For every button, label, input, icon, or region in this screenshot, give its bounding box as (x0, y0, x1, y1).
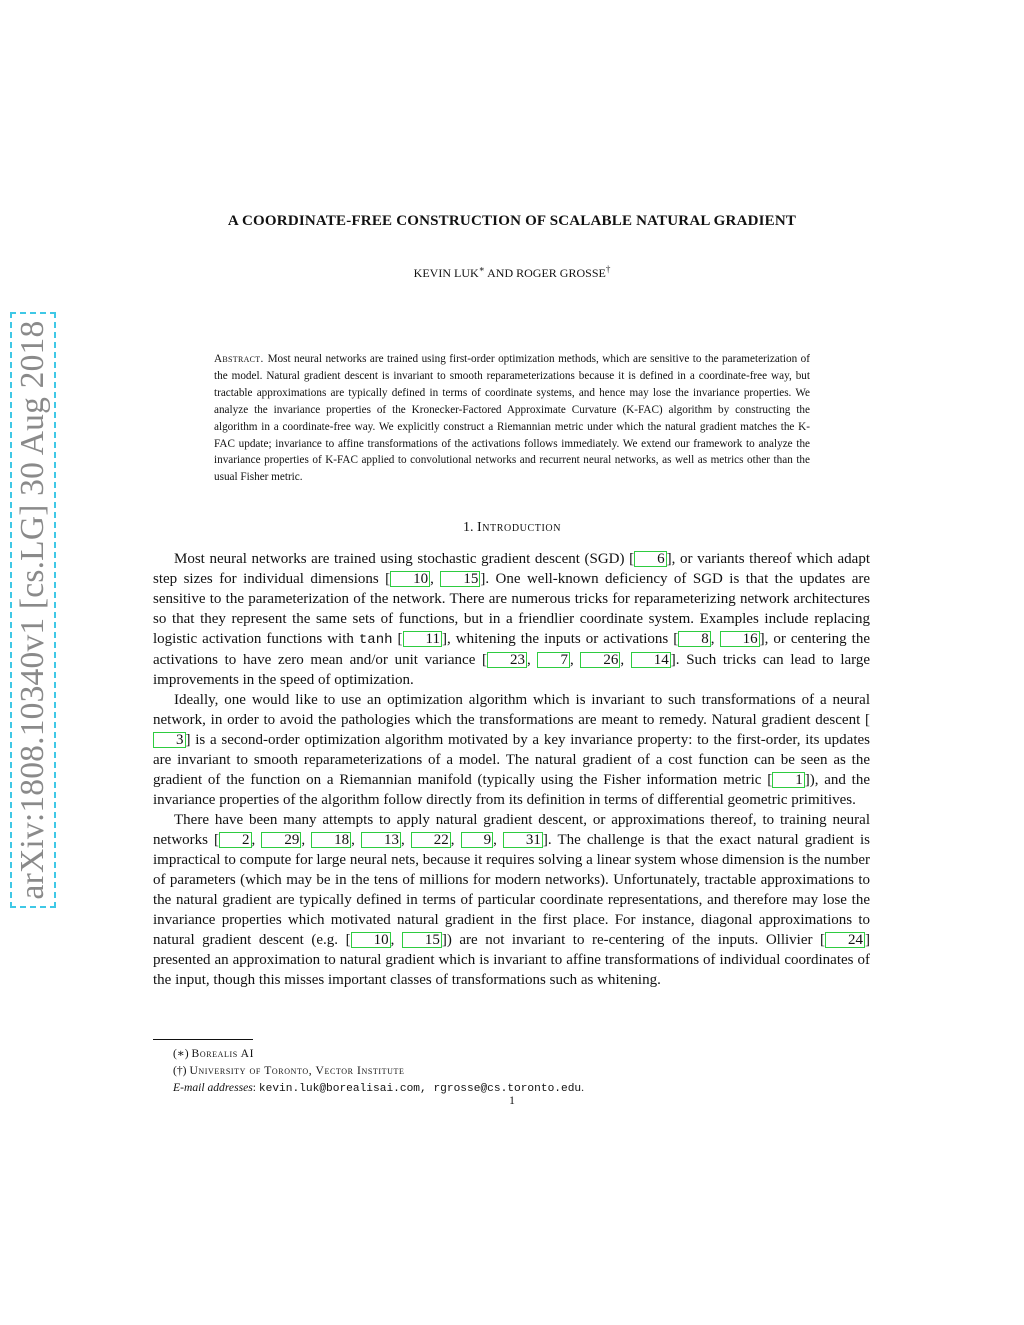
citation-link[interactable]: 7 (537, 652, 570, 668)
abstract (214, 351, 810, 486)
citation-link[interactable]: 11 (403, 631, 442, 647)
paragraph-3: There have been many attempts to apply natural gradient descent, or approximations thereof, to training neural networks [ 2 , 29 , 18 , 13 , 22 , 9 , 31 ]. The challenge is that the exact natural gradient is impractical to compute for large neural nets, because it requires solving a linear system whose dimension is the number of parameters (which may be in the tens of millions for modern networks). Unfortunately, tractable approximations to the natural gradient are typically defined in terms of particular coordinate representations, and therefore may lose the invariance properties which motivated natural gradient in the first place. For instance, diagonal approximations to natural gradient descent (e.g. [ 10 , 15 ]) are not invariant to re-centering of the inputs. Ollivier [ 24 ] presented an approximation to natural gradient which is invariant to affine transformations of individual coordinates of the input, though this misses important classes of transformations such as whitening. (153, 812, 871, 988)
citation-link[interactable]: 15 (402, 932, 442, 948)
paper-title: A COORDINATE-FREE CONSTRUCTION OF SCALABLE NATURAL GRADIENT (227, 213, 797, 229)
citation-link[interactable]: 31 (503, 832, 543, 848)
arxiv-stamp[interactable] (10, 312, 56, 908)
citation-link[interactable]: 13 (361, 832, 401, 848)
author-second: ROGER GROSSE (516, 266, 606, 280)
citation-link[interactable]: 8 (678, 631, 711, 647)
citation-link[interactable]: 18 (311, 832, 351, 848)
citation-link[interactable]: 24 (825, 932, 865, 948)
author-first: KEVIN LUK (413, 266, 479, 280)
paragraph-2: Ideally, one would like to use an optimization algorithm which is invariant to such transformations of a neural network, in order to avoid the pathologies which the transformations are meant to remedy. Natural gradient descent [3 ] is a second-order optimization algorithm motivated by a key invariance property: to the first-order, its updates are invariant to smooth reparameterizations of a model. The natural gradient of a cost function can be seen as the gradient of the function on a Riemannian manifold (typically using the Fisher information metric [ 1 ]), and the invariance properties of the algorithm follow directly from its definition in terms of differential geometric primitives. (153, 692, 870, 808)
citation-link[interactable]: 3 (153, 732, 186, 748)
citation-link[interactable]: 9 (461, 832, 494, 848)
email-addresses[interactable]: kevin.luk@borealisai.com, rgrosse@cs.toronto.edu (258, 1083, 582, 1095)
citation-link[interactable]: 15 (440, 571, 480, 587)
footnote-rule (153, 1039, 253, 1040)
abstract-heading: Abstract. (214, 353, 264, 365)
body-text (153, 549, 870, 990)
citation-link[interactable]: 22 (411, 832, 451, 848)
inline-code: tanh (358, 632, 393, 648)
citation-link[interactable]: 10 (351, 932, 391, 948)
footnotes (173, 1045, 873, 1098)
abstract-text: Most neural networks are trained using first-order optimization methods, which are sensitive to the parameterization of the model. Natural gradient descent is invariant to smooth reparameterizations because it is defined in a coordinate-free way, but tractable approximations are typically defined in terms of coordinate systems, and hence may lose the invariance properties. We analyze the invariance properties of the Kronecker-Factored Approximate Curvature (K-FAC) algorithm by constructing the algorithm in a coordinate-free way. We explicitly construct a Riemannian metric under which the natural gradient matches the K-FAC update; invariance to affine transformations of the activations follows immediately. We extend our framework to analyze the invariance properties of K-FAC applied to convolutional networks and recurrent neural networks, as well as metrics other than the usual Fisher metric. (214, 353, 810, 484)
footnote-emails: E-mail addresses: kevin.luk@borealisai.com, rgrosse@cs.toronto.edu. (173, 1081, 585, 1095)
citation-link[interactable]: 23 (487, 652, 527, 668)
arxiv-stamp-text: arXiv:1808.10340v1 [cs.LG] 30 Aug 2018 (14, 320, 51, 900)
citation-link[interactable]: 29 (261, 832, 301, 848)
citation-link[interactable]: 16 (720, 631, 760, 647)
citation-link[interactable]: 14 (631, 652, 671, 668)
citation-link[interactable]: 6 (634, 551, 667, 567)
author-line: KEVIN LUK∗ AND ROGER GROSSE† (413, 264, 611, 280)
citation-link[interactable]: 1 (772, 772, 805, 788)
citation-link[interactable]: 10 (390, 571, 430, 587)
page-number: 1 (509, 1095, 515, 1107)
section-heading: 1. Introduction (462, 520, 562, 535)
citation-link[interactable]: 26 (580, 652, 620, 668)
author-first-mark: ∗ (478, 264, 485, 274)
author-second-mark: † (605, 264, 611, 274)
citation-link[interactable]: 2 (219, 832, 252, 848)
footnote-affiliation-1: (∗) Borealis AI (173, 1047, 255, 1060)
paragraph-1: Most neural networks are trained using stochastic gradient descent (SGD) [ 6 ], or variants thereof which adapt step sizes for individual dimensions [ 10 , 15 ]. One well-known deficiency of SGD is that the updates are sensitive to the parameterization of the network. There are numerous tricks for reparameterizing network architectures so that they represent the same sets of functions, but in a friendlier coordinate system. Examples include replacing logistic activation functions with tanh [ 11 ], whitening the inputs or activations [ 8 , 16 ], or centering the activations to have zero mean and/or unit variance [ 23 , 7 , 26 , 14 ]. Such tricks can lead to large improvements in the speed of optimization. (153, 551, 871, 688)
footnote-affiliation-2: (†) University of Toronto, Vector Institute (173, 1064, 405, 1077)
